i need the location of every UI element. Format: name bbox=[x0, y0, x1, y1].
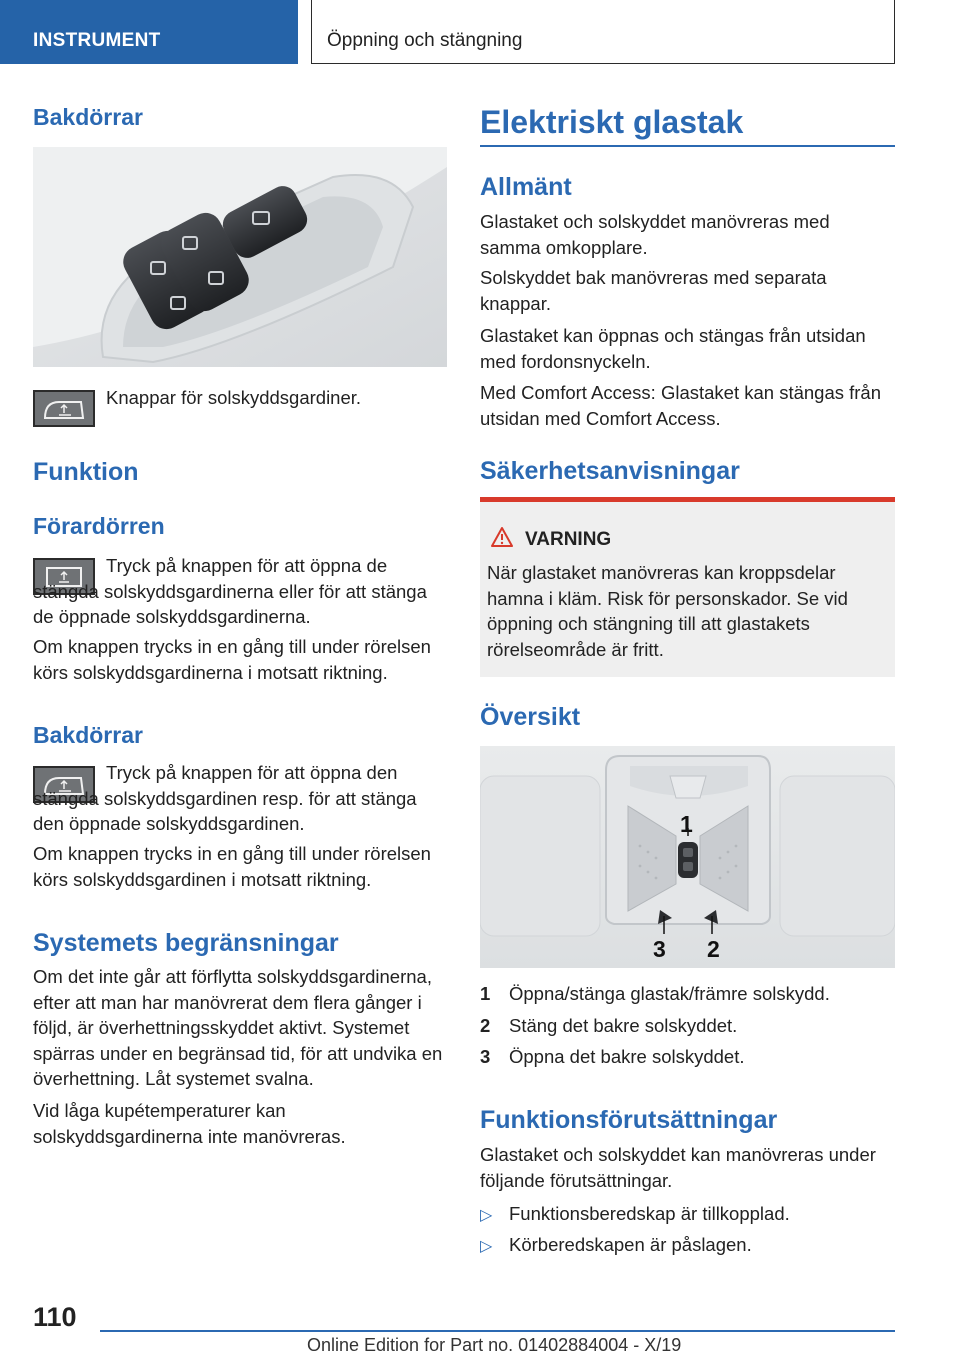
header-section-tab bbox=[0, 0, 298, 64]
heading-forardorren: Förardörren bbox=[33, 513, 165, 539]
roof-console-photo bbox=[480, 746, 895, 968]
title-rule bbox=[480, 145, 895, 147]
callout-2: 2 bbox=[707, 936, 720, 962]
warning-triangle-icon bbox=[490, 526, 514, 548]
caption-sunblind-buttons: Knappar för solskyddsgardiner. bbox=[106, 387, 362, 408]
bullet-text: Körberedskapen är påslagen. bbox=[509, 1234, 752, 1255]
paragraph-sys-2: Vid låga kupétemperaturer kan solskyddsgardinerna inte manövreras. bbox=[33, 1100, 346, 1147]
header-chapter-box bbox=[311, 0, 895, 64]
paragraph-bak-1: Tryck på knappen för att öppna den stängda solskyddsgardinen resp. för att stänga den öppnade solskyddsgardinen. bbox=[33, 762, 417, 834]
page-number: 110 bbox=[33, 1302, 77, 1332]
heading-bakdorrar: Bakdörrar bbox=[33, 722, 143, 748]
warning-text: När glastaket manövreras kan kroppsdelar hamna i kläm. Risk för personskador. Se vid öppning och stängning till att glastakets rörelseområde är fritt. bbox=[487, 562, 848, 660]
bullet-triangle-icon: ▷ bbox=[480, 1238, 493, 1255]
heading-oversikt: Översikt bbox=[480, 703, 581, 731]
bullet-text: Funktionsberedskap är tillkopplad. bbox=[509, 1203, 790, 1224]
legend-number: 3 bbox=[480, 1046, 491, 1067]
door-buttons-photo bbox=[33, 147, 447, 367]
legend-number: 2 bbox=[480, 1015, 491, 1036]
header-section-label: INSTRUMENT bbox=[33, 30, 161, 51]
heading-elektriskt-glastak: Elektriskt glastak bbox=[480, 104, 744, 140]
warning-title: VARNING bbox=[525, 529, 612, 550]
legend-text: Öppna det bakre solskyddet. bbox=[509, 1046, 745, 1067]
header-chapter-label: Öppning och stängning bbox=[327, 30, 523, 51]
legend-number: 1 bbox=[480, 983, 491, 1004]
paragraph-funk-1: Glastaket och solskyddet kan manövreras under följande förutsättningar. bbox=[480, 1144, 876, 1191]
sunblind-button-icon bbox=[33, 390, 95, 427]
heading-bakdorrar-top: Bakdörrar bbox=[33, 104, 143, 130]
heading-systemets: Systemets begränsningar bbox=[33, 929, 339, 957]
callout-3: 3 bbox=[653, 936, 666, 962]
paragraph-sys-1: Om det inte går att förflytta solskyddsgardinerna, efter att man har manövrerat dem flera gånger i följd, är överhettningsskyddet aktivt. Systemet spärras under en begränsad tid, för att undvika en överhettning. Låt systemet svalna. bbox=[33, 966, 443, 1089]
paragraph-allm-4: Med Comfort Access: Glastaket kan stängas från utsidan med Comfort Access. bbox=[480, 382, 882, 429]
footer-edition: Online Edition for Part no. 01402884004 - X/19 bbox=[307, 1335, 682, 1355]
heading-funktion: Funktion bbox=[33, 458, 139, 486]
callout-1: 1 bbox=[680, 811, 693, 837]
paragraph-bak-2: Om knappen trycks in en gång till under rörelsen körs solskyddsgardinen i motsatt riktning. bbox=[33, 843, 431, 890]
legend-text: Öppna/stänga glastak/främre solskydd. bbox=[509, 983, 830, 1004]
heading-allmant: Allmänt bbox=[480, 173, 572, 201]
heading-funktionsforutsattningar: Funktionsförutsättningar bbox=[480, 1106, 778, 1134]
paragraph-allm-3: Glastaket kan öppnas och stängas från utsidan med fordonsnyckeln. bbox=[480, 325, 866, 372]
paragraph-allm-2: Solskyddet bak manövreras med separata knappar. bbox=[480, 267, 827, 314]
paragraph-allm-1: Glastaket och solskyddet manövreras med samma omkopplare. bbox=[480, 211, 830, 258]
warning-box bbox=[480, 497, 895, 677]
bullet-triangle-icon: ▷ bbox=[480, 1207, 493, 1224]
paragraph-forar-1: Tryck på knappen för att öppna de stängda solskyddsgardinerna eller för att stänga de öppnade solskyddsgardinerna. bbox=[33, 555, 427, 627]
footer-rule bbox=[100, 1330, 895, 1332]
paragraph-forar-2: Om knappen trycks in en gång till under rörelsen körs solskyddsgardinerna i motsatt riktning. bbox=[33, 636, 431, 683]
heading-sakerhetsanvisningar: Säkerhetsanvisningar bbox=[480, 457, 740, 485]
legend-text: Stäng det bakre solskyddet. bbox=[509, 1015, 738, 1036]
